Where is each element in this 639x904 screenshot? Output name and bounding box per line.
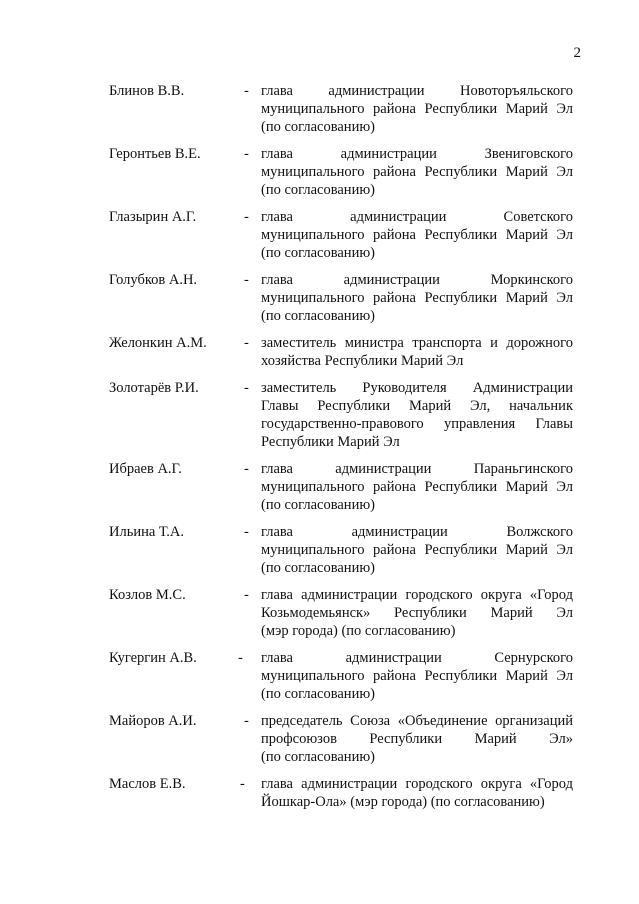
description-line: муниципального района Республики Марий Эл [261,668,573,684]
description-line: муниципального района Республики Марий Эл [261,542,573,558]
position-description [261,460,573,514]
position-description [261,379,573,451]
separator-dash: - [244,272,249,288]
description-line: государственно-правового управления Главы [261,416,573,432]
person-name: Желонкин А.М. [109,335,207,351]
description-line: муниципального района Республики Марий Эл [261,479,573,495]
separator-dash: - [244,335,249,351]
description-line: (по согласованию) [261,560,375,576]
description-line: (по согласованию) [261,245,375,261]
position-description [261,145,573,199]
position-description [261,523,573,577]
description-line: глава администрации Волжского [261,524,573,540]
separator-dash: - [244,461,249,477]
description-line: глава администрации Сернурского [261,650,573,666]
person-name: Ибраев А.Г. [109,461,182,477]
position-description [261,82,573,136]
position-description [261,271,573,325]
description-line: заместитель Руководителя Администрации [261,380,573,396]
person-name: Глазырин А.Г. [109,209,197,225]
description-line: (мэр города) (по согласованию) [261,623,456,639]
separator-dash: - [244,524,249,540]
separator-dash: - [238,650,243,666]
separator-dash: - [244,209,249,225]
person-name: Золотарёв Р.И. [109,380,199,396]
description-line: муниципального района Республики Марий Эл [261,101,573,117]
separator-dash: - [240,776,245,792]
position-description [261,712,573,766]
position-description [261,649,573,703]
description-line: заместитель министра транспорта и дорожного [261,335,573,351]
description-line: хозяйства Республики Марий Эл [261,353,464,369]
position-description [261,208,573,262]
description-line: Главы Республики Марий Эл, начальник [261,398,573,414]
separator-dash: - [244,713,249,729]
description-line: глава администрации городского округа «Город [261,776,573,792]
description-line: глава администрации Параньгинского [261,461,573,477]
description-line: глава администрации Моркинского [261,272,573,288]
separator-dash: - [244,146,249,162]
position-description [261,334,573,370]
description-line: Республики Марий Эл [261,434,400,450]
description-line: Йошкар-Ола» (мэр города) (по согласованию) [261,794,545,810]
description-line: муниципального района Республики Марий Эл [261,290,573,306]
position-description [261,586,573,640]
description-line: Козьмодемьянск» Республики Марий Эл [261,605,573,621]
person-name: Кугергин А.В. [109,650,197,666]
person-name: Блинов В.В. [109,83,185,99]
description-line: (по согласованию) [261,119,375,135]
description-line: глава администрации городского округа «Город [261,587,573,603]
separator-dash: - [244,83,249,99]
person-name: Голубков А.Н. [109,272,198,288]
person-name: Геронтьев В.Е. [109,146,201,162]
description-line: (по согласованию) [261,749,375,765]
separator-dash: - [244,587,249,603]
description-line: муниципального района Республики Марий Эл [261,164,573,180]
description-line: (по согласованию) [261,182,375,198]
person-name: Маслов Е.В. [109,776,186,792]
separator-dash: - [244,380,249,396]
description-line: (по согласованию) [261,308,375,324]
person-name: Козлов М.С. [109,587,186,603]
description-line: председатель Союза «Объединение организаций [261,713,573,729]
description-line: (по согласованию) [261,686,375,702]
page-number: 2 [573,45,581,61]
description-line: глава администрации Советского [261,209,573,225]
description-line: муниципального района Республики Марий Эл [261,227,573,243]
description-line: профсоюзов Республики Марий Эл» [261,731,573,747]
description-line: (по согласованию) [261,497,375,513]
position-description [261,775,573,811]
description-line: глава администрации Звениговского [261,146,573,162]
person-name: Ильина Т.А. [109,524,185,540]
description-line: глава администрации Новоторъяльского [261,83,573,99]
person-name: Майоров А.И. [109,713,197,729]
